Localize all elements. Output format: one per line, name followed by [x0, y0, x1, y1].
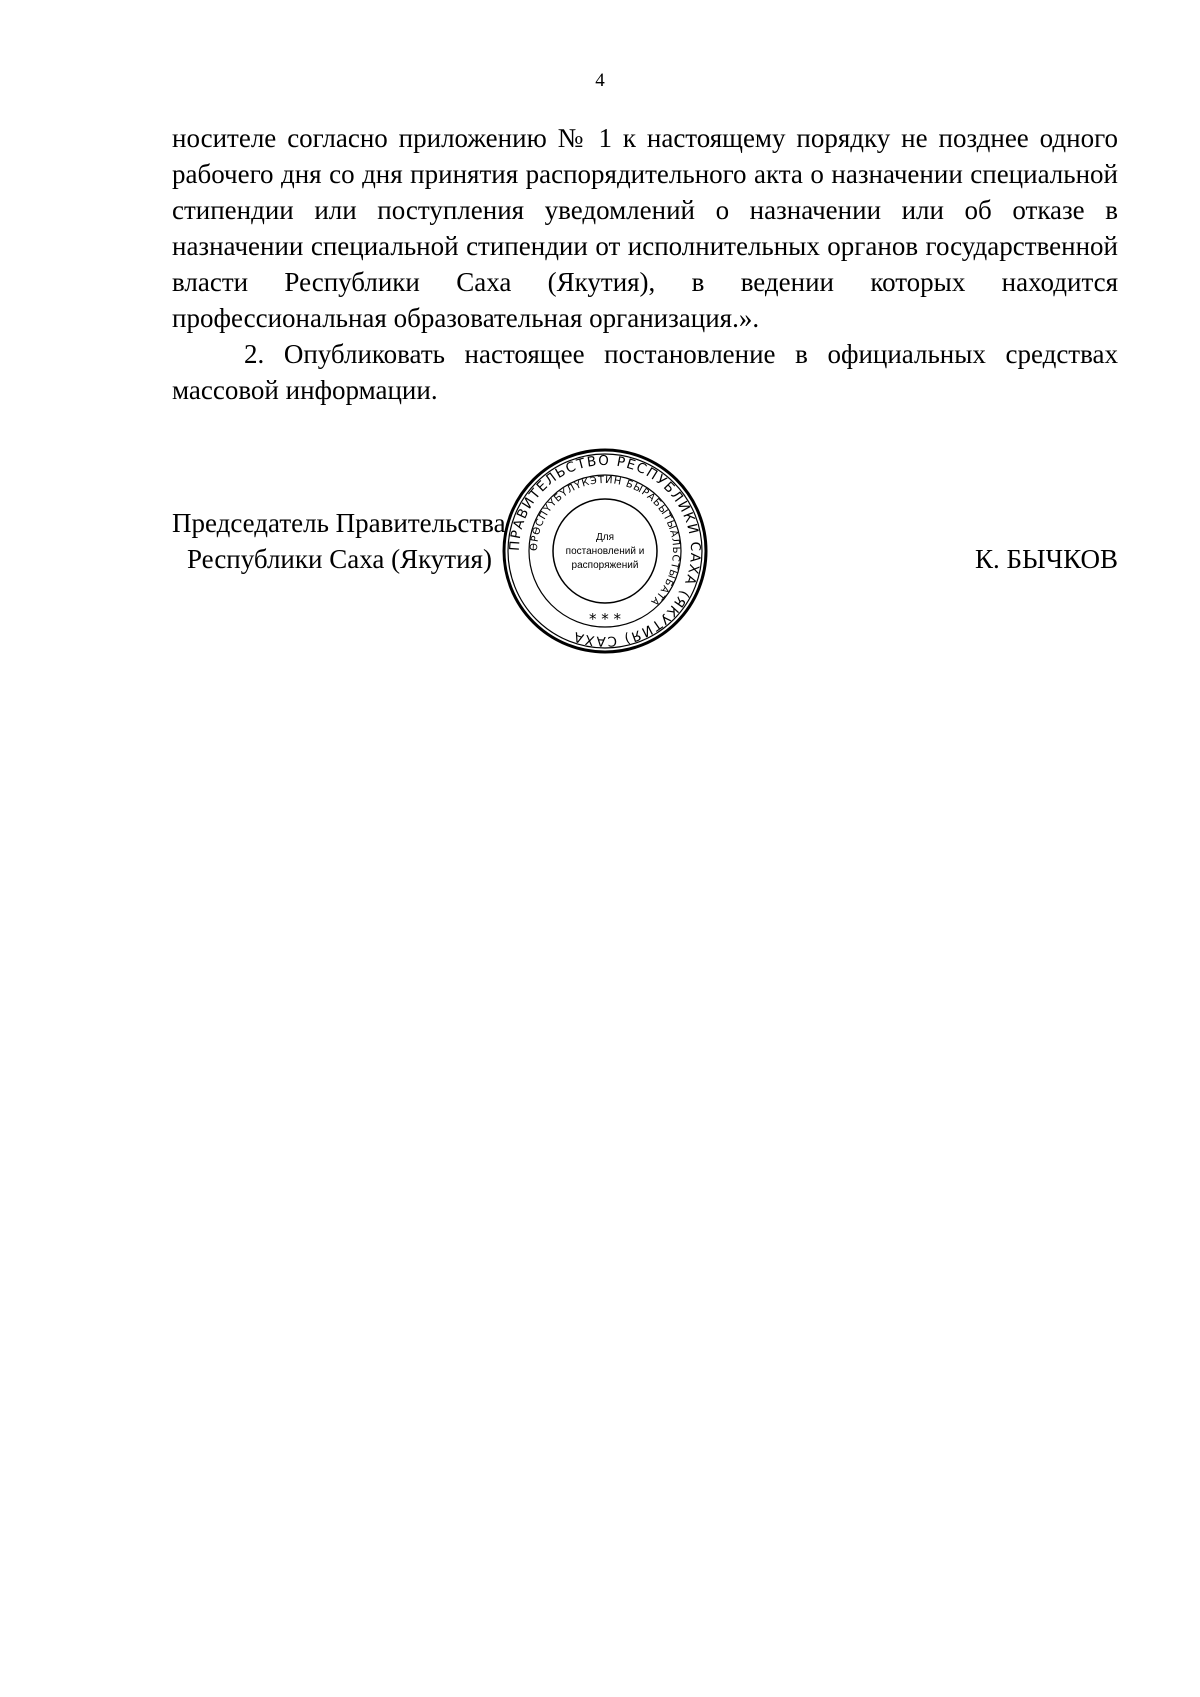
seal-outer-text: ПРАВИТЕЛЬСТВО РЕСПУБЛИКИ САХА (ЯКУТИЯ) САХА	[506, 452, 704, 650]
signatory-title-line1: Председатель Правительства	[172, 508, 506, 538]
page-number: 4	[595, 70, 605, 91]
signatory-title	[172, 505, 506, 577]
paragraph-item-2: 2. Опубликовать настоящее постановление в официальных средствах массовой информации.	[172, 339, 1118, 405]
seal-center-line1: Для	[595, 532, 615, 543]
signatory-name: К. БЫЧКОВ	[975, 544, 1118, 574]
seal-center-line3: распоряжений	[571, 560, 639, 571]
seal-center-line2: постановлений и	[565, 546, 645, 557]
body-text	[172, 120, 1118, 408]
official-seal	[500, 446, 710, 656]
paragraph-continuation: носителе согласно приложению № 1 к настоящему порядку не позднее одного рабочего дня со дня принятия распорядительного акта о назначении специальной стипендии или поступления уведомлений о назначении или об отказе в назначении специальной стипендии от исполнительных органов государственной власти Республики Саха (Якутия), в ведении которых находится профессиональная образовательная организация.».	[172, 123, 1118, 333]
signatory-title-line2: Республики Саха (Якутия)	[187, 544, 492, 574]
seal-inner-text: ӨРӨСПҮҮБҮЛҮКЭТИН БЫРАБЫТЫАЛЬСТЫБАТА	[528, 474, 682, 608]
seal-stars: * * *	[588, 610, 622, 628]
